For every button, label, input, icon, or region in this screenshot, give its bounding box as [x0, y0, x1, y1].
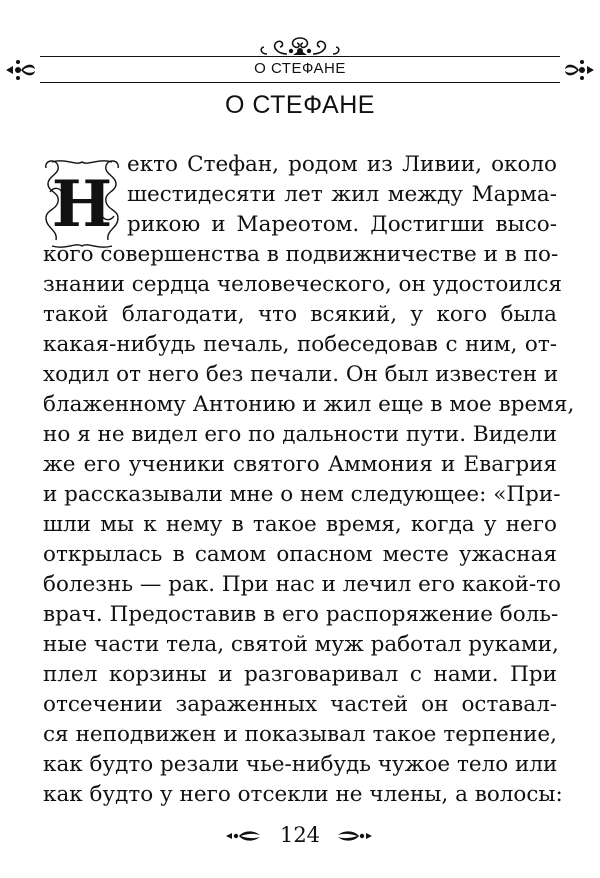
header-ornament-icon [257, 34, 343, 58]
text-line: рикою и Мареотом. Достигши высо- [127, 212, 557, 237]
text-line: ные части тела, святой муж работал руками, [43, 632, 559, 657]
text-line: болезнь — рак. При нас и лечил его какой-то [43, 572, 562, 597]
text-line: но я не видел его по дальности пути. Видели [43, 422, 557, 447]
folio-fleuron-right-icon [336, 827, 374, 845]
drop-cap-ornament [42, 158, 122, 250]
text-line: врач. Предоставив в его распоряжение боль- [43, 602, 559, 627]
page-number: 124 [279, 823, 321, 847]
text-line: ходил от него без печали. Он был известен и [43, 362, 559, 387]
text-line: екто Стефан, родом из Ливии, около [127, 152, 557, 177]
drop-cap-letter: Н [51, 167, 113, 242]
text-line: ся неподвижен и показывал такое терпение, [43, 722, 557, 747]
chapter-title: О СТЕФАНЕ [225, 91, 375, 119]
text-line: кого совершенства в подвижничестве и в по- [43, 242, 559, 267]
text-line: какая-нибудь печаль, побеседовав с ним, от- [43, 332, 557, 357]
text-line: шестидесяти лет жил между Марма- [127, 182, 557, 207]
text-line: плел корзины и разговаривал с нами. При [43, 662, 557, 687]
running-head: О СТЕФАНЕ [254, 60, 346, 77]
header-top-rule [40, 56, 560, 57]
text-line: и рассказывали мне о нем следующее: «При- [43, 482, 561, 507]
text-line: как будто у него отсекли не члены, а волосы: [43, 782, 563, 807]
header-bottom-rule [40, 82, 560, 83]
text-line: блаженному Антонию и жил еще в мое время, [43, 392, 575, 417]
text-line: такой благодати, что всякий, у кого была [43, 302, 557, 327]
text-line: знании сердца человеческого, он удостоился [43, 272, 562, 297]
text-line: открылась в самом опасном месте ужасная [43, 542, 557, 567]
text-line: же его ученики святого Аммония и Евагрия [43, 452, 557, 477]
text-line: как будто резали чье-нибудь чужое тело или [43, 752, 558, 777]
text-line: шли мы к нему в такое время, когда у него [43, 512, 557, 537]
text-line: отсечении зараженных частей он оставал- [43, 692, 557, 717]
